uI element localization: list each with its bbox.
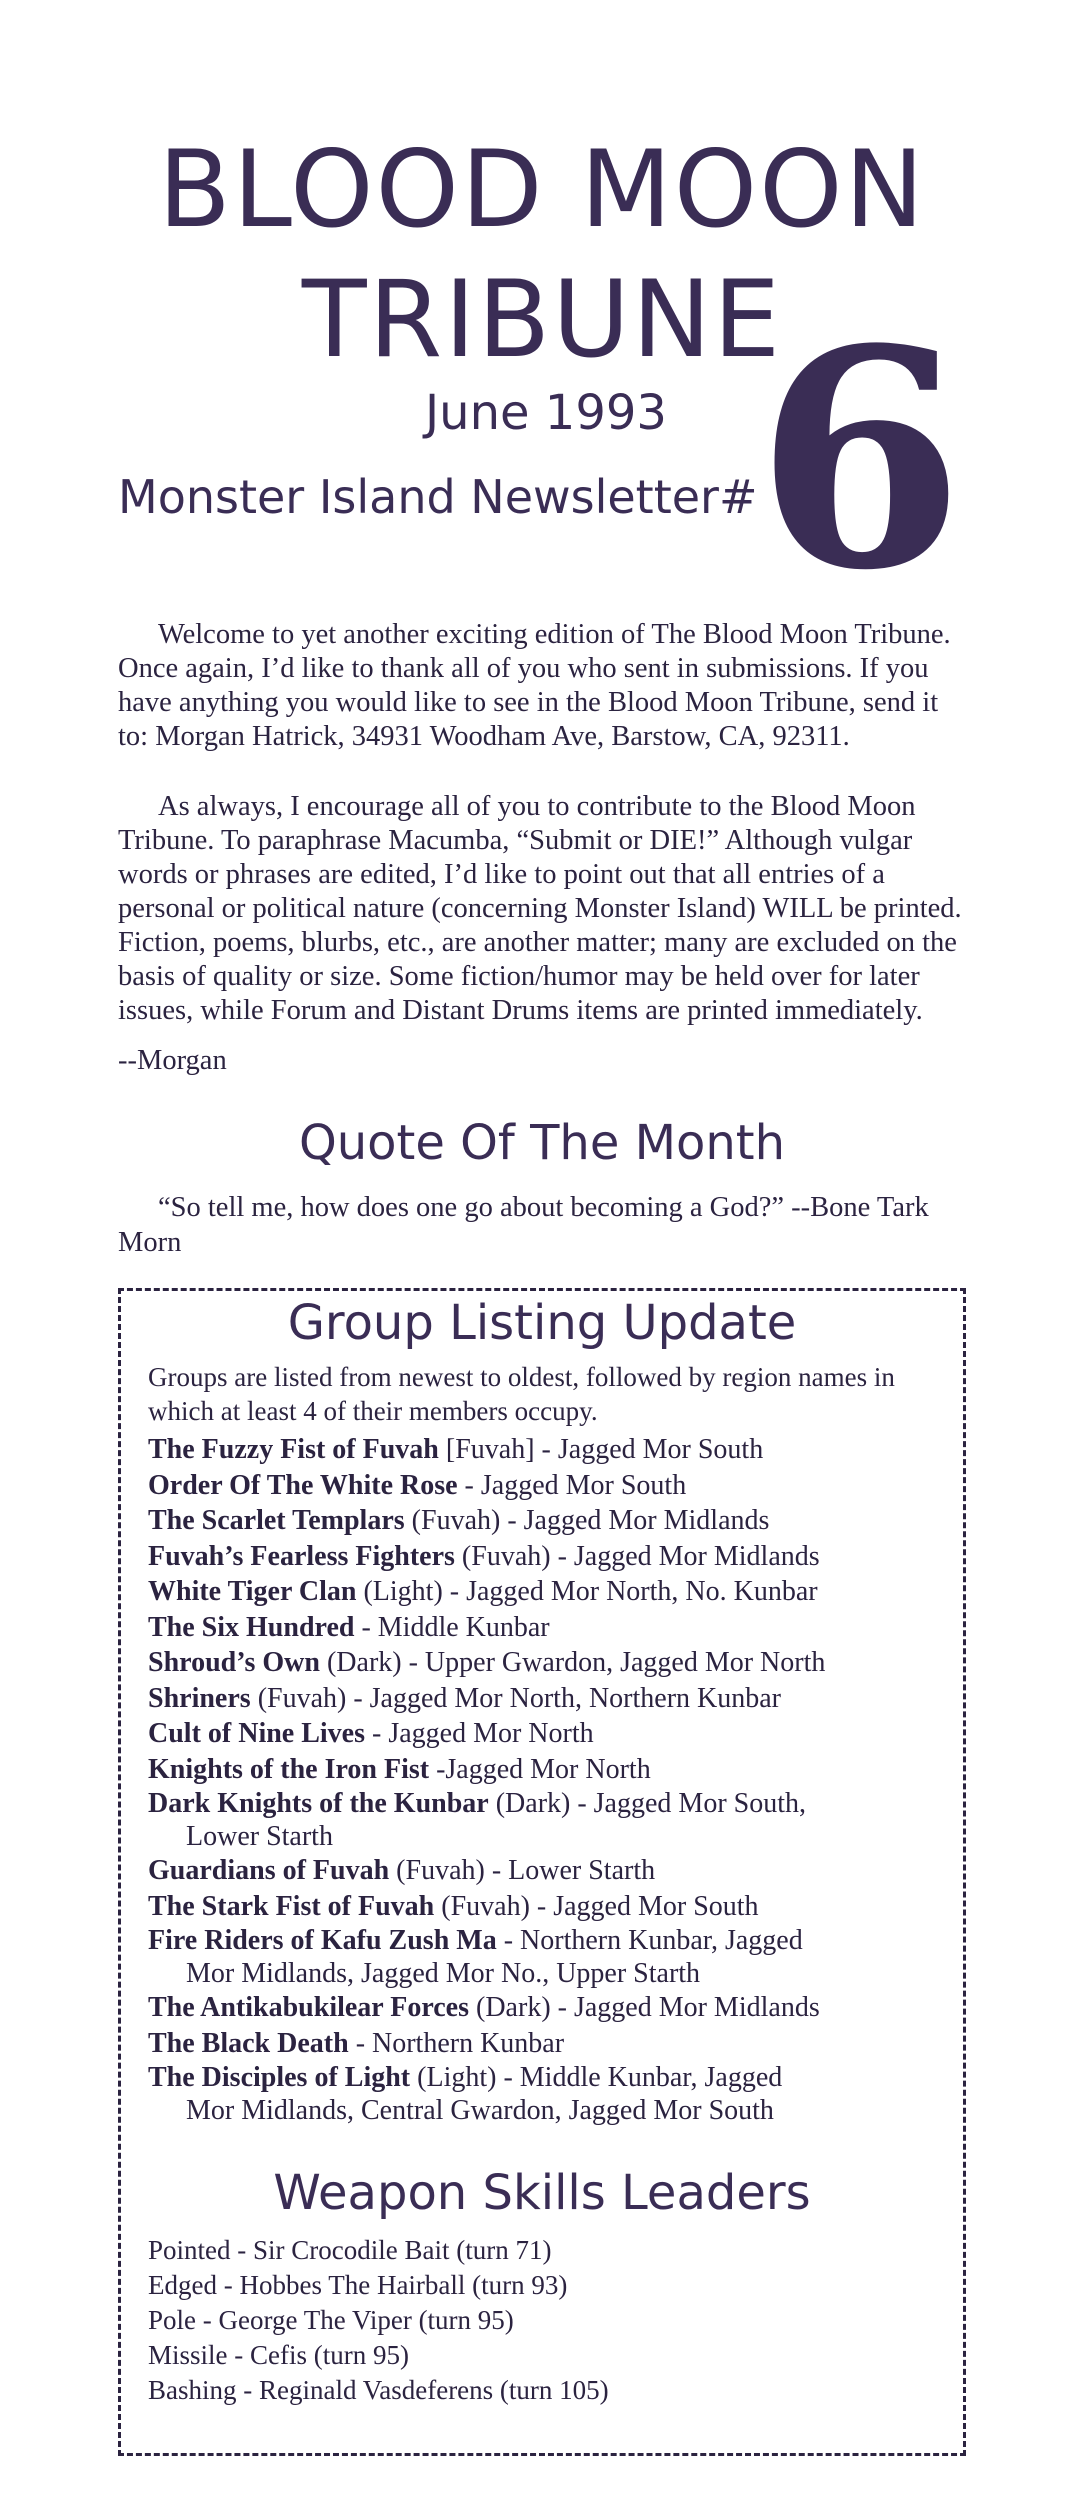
group-name: Order Of The White Rose — [148, 1469, 458, 1501]
intro-paragraph-1: Welcome to yet another exciting edition of The Blood Moon Tribune. Once again, I’d like to thank all of you who sent in submissions. If you have anything you would like to see in the Blood Moon Tribune, send it to: Morgan Hatrick, 34931 Woodham Ave, Barstow, CA, 92311. — [118, 619, 951, 752]
group-detail: (Dark) - Jagged Mor South, — [488, 1788, 806, 1819]
group-entry — [148, 1924, 948, 1990]
masthead-title-line2: TRIBUNE — [301, 258, 783, 381]
group-entry — [148, 1610, 948, 1646]
weapon-skill-entry: Bashing - Reginald Vasdeferens (turn 105) — [148, 2375, 609, 2405]
group-detail: - Middle Kunbar — [354, 1611, 550, 1643]
group-entry — [148, 1539, 948, 1575]
issue-date: June 1993 — [425, 385, 667, 441]
group-detail: (Dark) - Upper Gwardon, Jagged Mor North — [319, 1647, 826, 1678]
group-entry — [148, 1990, 948, 2026]
group-detail: - Northern Kunbar, Jagged — [496, 1925, 803, 1956]
weapon-skill-entry: Edged - Hobbes The Hairball (turn 93) — [148, 2270, 568, 2300]
group-detail: (Fuvah) - Jagged Mor North, Northern Kunbar — [250, 1682, 782, 1714]
group-name: Cult of Nine Lives — [148, 1718, 365, 1749]
group-detail: - Jagged Mor South — [457, 1469, 687, 1501]
group-entry — [148, 1889, 948, 1925]
group-detail: (Fuvah) - Jagged Mor South — [434, 1890, 759, 1922]
group-detail: (Dark) - Jagged Mor Midlands — [469, 1992, 820, 2023]
group-entry — [148, 1645, 948, 1681]
group-entry — [148, 1432, 948, 1468]
group-listing-heading: Group Listing Update — [287, 1295, 797, 1351]
group-name: The Six Hundred — [148, 1611, 355, 1643]
group-detail: (Fuvah) - Jagged Mor Midlands — [454, 1540, 820, 1572]
group-detail-continued: Mor Midlands, Central Gwardon, Jagged Mor South — [186, 2095, 774, 2126]
group-entry — [148, 1787, 948, 1853]
group-name: The Scarlet Templars — [148, 1505, 405, 1536]
intro-paragraph-2: As always, I encourage all of you to contribute to the Blood Moon Tribune. To paraphrase Macumba, “Submit or DIE!” Although vulgar words or phrases are edited, I’d like to point out that all entries of a personal or political nature (concerning Monster Island) WILL be printed. Fiction, poems, blurbs, etc., are another matter; many are excluded on the basis of quality or size. Some fiction/humor may be held over for later issues, while Forum and Distant Drums items are printed immediately. — [118, 791, 962, 1026]
group-name: The Disciples of Light — [148, 2062, 411, 2093]
group-detail: (Fuvah) - Jagged Mor Midlands — [404, 1505, 770, 1536]
group-name: Fire Riders of Kafu Zush Ma — [148, 1925, 497, 1956]
group-name: Guardians of Fuvah — [148, 1855, 390, 1886]
group-detail: (Fuvah) - Lower Starth — [389, 1855, 656, 1886]
editor-signature: --Morgan — [118, 1045, 227, 1076]
group-detail: -Jagged Mor North — [429, 1753, 651, 1785]
group-entry — [148, 1468, 948, 1504]
quote-heading: Quote Of The Month — [298, 1115, 786, 1171]
issue-number: 6 — [755, 283, 965, 636]
group-entry — [148, 2026, 948, 2062]
group-listing-intro: Groups are listed from newest to oldest, followed by region names in which at least 4 of their members occupy. — [148, 1362, 895, 1426]
group-entry — [148, 1853, 948, 1889]
group-name: White Tiger Clan — [148, 1576, 357, 1607]
group-name: The Stark Fist of Fuvah — [148, 1890, 435, 1922]
group-detail-continued: Lower Starth — [186, 1821, 333, 1852]
group-entry — [148, 1716, 948, 1752]
group-name: Shriners — [148, 1682, 251, 1714]
group-entry — [148, 1574, 948, 1610]
group-entry — [148, 1503, 948, 1539]
group-detail-continued: Mor Midlands, Jagged Mor No., Upper Starth — [186, 1958, 701, 1989]
group-name: The Antikabukilear Forces — [148, 1992, 470, 2023]
weapon-skill-entry: Missile - Cefis (turn 95) — [148, 2340, 409, 2370]
group-detail: - Northern Kunbar — [348, 2027, 565, 2059]
group-list — [148, 1432, 948, 2127]
group-entry — [148, 1681, 948, 1717]
group-detail: - Jagged Mor North — [365, 1718, 594, 1749]
group-name: The Black Death — [148, 2027, 349, 2059]
quote-text: “So tell me, how does one go about becoming a God?” --Bone Tark Morn — [118, 1192, 929, 1258]
group-name: Knights of the Iron Fist — [148, 1753, 430, 1785]
group-name: Dark Knights of the Kunbar — [148, 1788, 489, 1819]
weapon-skills-list — [148, 2233, 609, 2408]
group-detail: [Fuvah] - Jagged Mor South — [438, 1434, 764, 1465]
group-detail: (Light) - Middle Kunbar, Jagged — [410, 2062, 783, 2093]
newsletter-label: Monster Island Newsletter# — [118, 470, 758, 524]
group-name: Fuvah’s Fearless Fighters — [148, 1540, 455, 1572]
group-entry — [148, 2061, 948, 2127]
group-entry — [148, 1752, 948, 1788]
weapon-skill-entry: Pointed - Sir Crocodile Bait (turn 71) — [148, 2235, 552, 2265]
group-name: Shroud’s Own — [148, 1647, 320, 1678]
weapon-skills-heading: Weapon Skills Leaders — [273, 2165, 811, 2221]
weapon-skill-entry: Pole - George The Viper (turn 95) — [148, 2305, 514, 2335]
group-detail: (Light) - Jagged Mor North, No. Kunbar — [356, 1576, 818, 1607]
group-name: The Fuzzy Fist of Fuvah — [148, 1434, 439, 1465]
masthead-title-line1: BLOOD MOON — [158, 128, 926, 251]
